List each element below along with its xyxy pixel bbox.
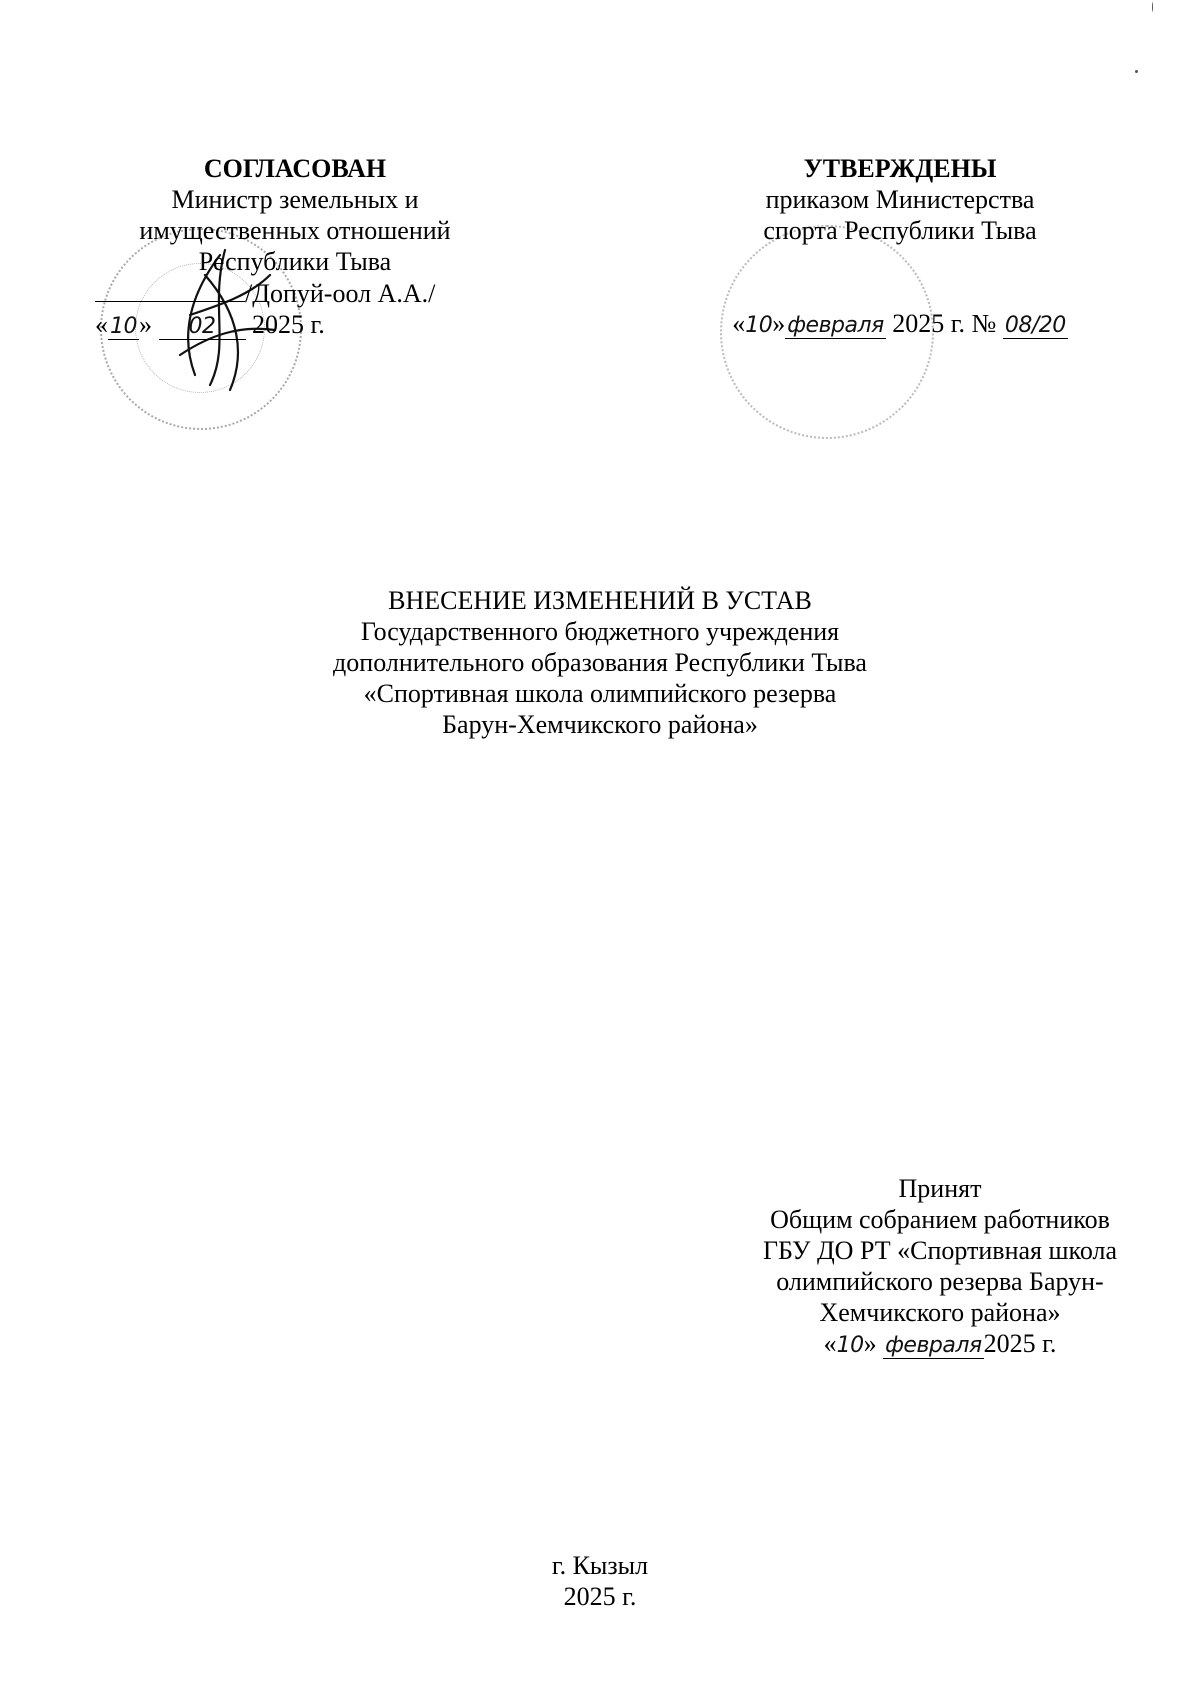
adopted-date-month: февраля [885,1333,982,1358]
agreed-date-close-quote: » [139,310,152,339]
adopted-line-1: Принят [898,1174,982,1203]
approved-date-open-quote: « [732,309,746,338]
approved-date-year: 2025 г. № [892,309,997,338]
agreed-line-3: Республики Тыва [198,247,392,276]
adopted-date-open-quote: « [823,1329,837,1358]
agreed-line-1: Министр земельных и [171,185,419,214]
footer-city: г. Кызыл [551,1551,649,1580]
agreed-heading: СОГЛАСОВАН [203,154,387,183]
approved-line-2: спорта Республики Тыва [763,216,1037,245]
adopted-date-day: 10 [836,1333,864,1358]
approved-order-number: 08/20 [1004,313,1066,338]
agreed-date-day: 10 [110,314,137,339]
agreed-date-month: 02 [159,314,246,340]
document-title [200,585,1000,740]
title-line-3: дополнительного образования Республики Тыва [333,648,867,677]
scan-speck [1152,2,1153,12]
signature-blank [95,277,245,302]
scan-speck [1135,70,1138,73]
adopted-line-2: Общим собранием работников [770,1205,1110,1234]
title-line-4: «Спортивная школа олимпийского резерва [363,679,837,708]
footer-year: 2025 г. [563,1582,637,1611]
approved-date-month: февраля [787,313,884,338]
title-line-5: Барун-Хемчикского района» [442,710,758,739]
agreed-signature-line [95,277,495,309]
agreed-date-year: 2025 г. [252,310,325,339]
agreed-block [95,153,495,342]
title-line-1: ВНЕСЕНИЕ ИЗМЕНЕНИЙ В УСТАВ [388,586,812,615]
approved-spacer [710,246,1090,308]
approved-block [710,153,1090,341]
adopted-date-year: 2025 г. [983,1329,1057,1358]
agreed-line-2: имущественных отношений [139,216,451,245]
adopted-line-4: олимпийского резерва Барун- [776,1267,1104,1296]
adopted-date-close-quote: » [863,1329,877,1358]
approved-line-1: приказом Министерства [765,185,1035,214]
agreed-date-line [95,309,495,342]
adopted-date-line [740,1328,1140,1361]
agreed-signer-name: /Допуй-оол А.А./ [245,279,436,308]
adopted-block [740,1173,1140,1361]
adopted-line-5: Хемчикского района» [819,1298,1061,1327]
approved-date-close-quote: » [772,309,786,338]
approved-date-day: 10 [745,313,773,338]
document-footer [450,1550,750,1612]
adopted-line-3: ГБУ ДО РТ «Спортивная школа [762,1236,1117,1265]
title-line-2: Государственного бюджетного учреждения [360,617,840,646]
approved-date-line [710,308,1090,341]
agreed-date-open-quote: « [95,310,108,339]
approved-heading: УТВЕРЖДЕНЫ [803,154,997,183]
